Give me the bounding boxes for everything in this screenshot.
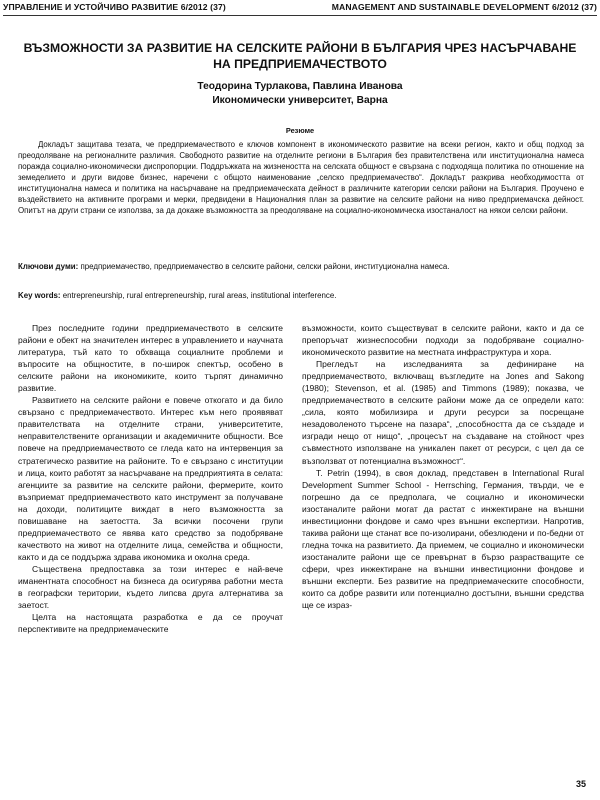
header-right: MANAGEMENT AND SUSTAINABLE DEVELOPMENT 6/2012 (37) (331, 2, 597, 12)
author-affiliation: Икономически университет, Варна (212, 95, 388, 106)
abstract-text: Докладът защитава тезата, че предприемачеството е ключов компонент в икономическото развитие на всеки регион, както и общ подход за преодоляване на регионалните различия. Свободното развитие на отделните региони в България без правителствена или институционална намеса поражда социално-икономически диспропорции. Поддръжката на жизнеността на селската общност е свързана с подходяща политика по отношение на земеделието и други видове бизнес, наречени с общото наименование „селско предприемачество“. Докладът разкрива необходимостта от институционална намеса и политика на насърчаване на предприемаческата дейност в различните категории селски райони на България. Проучено е въздействието на активните програми и мерки, предвидени в Националния план за развитие на селските райони на ниво предприемачска дейност. Опитът на други страни се използва, за да докаже възможността за преодоляване на социално-икономическа изостаналост на някои селски райони. (18, 140, 584, 215)
body-left-column (18, 322, 283, 635)
body-paragraph: Развитието на селските райони е повече откогато и да било свързано с предприемачеството. Интерес към него проявяват правителствата на отделните страни, университетите, неправителствените организации и академичните общности. Все повече на предприемачеството се гледа като на интервенция за стратегическо развитие на районите. То е свързано с институции и лица, които работят за насърчаване на предприятията в селата: агенциите за развитие на селските райони, фермерите, които възприемат предприемачеството като инструмент за получаване на доходи, политиците виждат в него възможността за повишаване на заетостта. За всички посочени групи предприемачеството се явява като средство за подобряване качеството на живот на отделните лица, семейства и общности, както и да се поддържа здрава икономика и околна среда. (18, 395, 283, 562)
body-paragraph: Целта на настоящата разработка е да се проучат перспективите на предприемаческите (18, 612, 283, 635)
abstract (18, 139, 584, 216)
page-number: 35 (575, 779, 586, 789)
header-left: УПРАВЛЕНИЕ И УСТОЙЧИВО РАЗВИТИЕ 6/2012 (37) (3, 2, 226, 12)
body-paragraph: Съществена предпоставка за този интерес е най-вече иманентната способност на бизнеса да осигурява работни места в географски територии, където липсва друга алтернатива за заетост. (18, 563, 283, 611)
keywords-en-text: entrepreneurship, rural entrepreneurship, rural areas, institutional interference. (60, 291, 337, 300)
body-right-column (302, 322, 584, 611)
keywords-bg-label: Ключови думи: (18, 262, 79, 271)
paper-title: ВЪЗМОЖНОСТИ ЗА РАЗВИТИЕ НА СЕЛСКИТЕ РАЙОНИ В БЪЛГАРИЯ ЧРЕЗ НАСЪРЧАВАНЕ НА ПРЕДПРИЕМАЧЕСТВОТО (23, 41, 577, 71)
keywords-bg-text: предприемачество, предприемачество в селските райони, селски райони, институционална намеса. (78, 262, 450, 271)
keywords-en-label: Key words: (18, 291, 61, 300)
header-rule (3, 15, 597, 16)
keywords-en (18, 290, 584, 301)
authors-block (0, 80, 600, 108)
author-names: Теодорина Турлакова, Павлина Иванова (197, 81, 403, 92)
body-paragraph: Прегледът на изследванията за дефиниране на предприемачеството, включващ възгледите на Jones and Sakong (1980); Stevenson, et al. (1985) and Timmons (1989); показва, че предприемачеството в селските райони може да се определи като: „сила, която мобилизира и други ресурси за посрещане незадоволеното търсене на пазара“, „способността да се създаде и изгради нещо от нищо“, „процесът на създаване на стойност чрез съвместното използване на уникален пакет от ресурси, с цел да се възползват от потенциална възможност“. (302, 359, 584, 466)
body-paragraph: T. Petrin (1994), в своя доклад, представен в International Rural Development Summer School - Herrsching, Германия, твърди, че е погрешно да се предполага, че социално и икономически изостаналите райони могат да растат с инжектиране на външни инвестиционни фондове и само чрез външни експертизи. Напротив, такива райони ще станат все по-изолирани, обезлюдени и по-бедни от гледна точка на развитието. Да приемем, че социално и икономически изостаналите райони ще се превърнат в бързо разрастващите се сфери, чрез инжектиране на външни инвестиционни фондове и външни експерти. Без развитие на предприемаческите способности, които са добре развити или потенциално достъпни, външни средства ще се израз- (302, 467, 584, 611)
keywords-bg (18, 261, 584, 272)
abstract-heading: Резюме (285, 126, 315, 135)
running-header (3, 2, 597, 16)
body-paragraph-continued: възможности, които съществуват в селските райони, както и да се препоръчат жизнеспособни подходи за подобряване социално-икономическото развитие на местната инфраструктура и хора. (302, 323, 584, 358)
body-paragraph: През последните години предприемачеството в селските райони е обект на значителен интерес в управлението и научната литература, тъй като то обхваща социалните проблеми и въпросите на общностите, в по-широк спектър, особено в селските райони на икономиките, които търпят динамично развитие. (18, 323, 283, 394)
